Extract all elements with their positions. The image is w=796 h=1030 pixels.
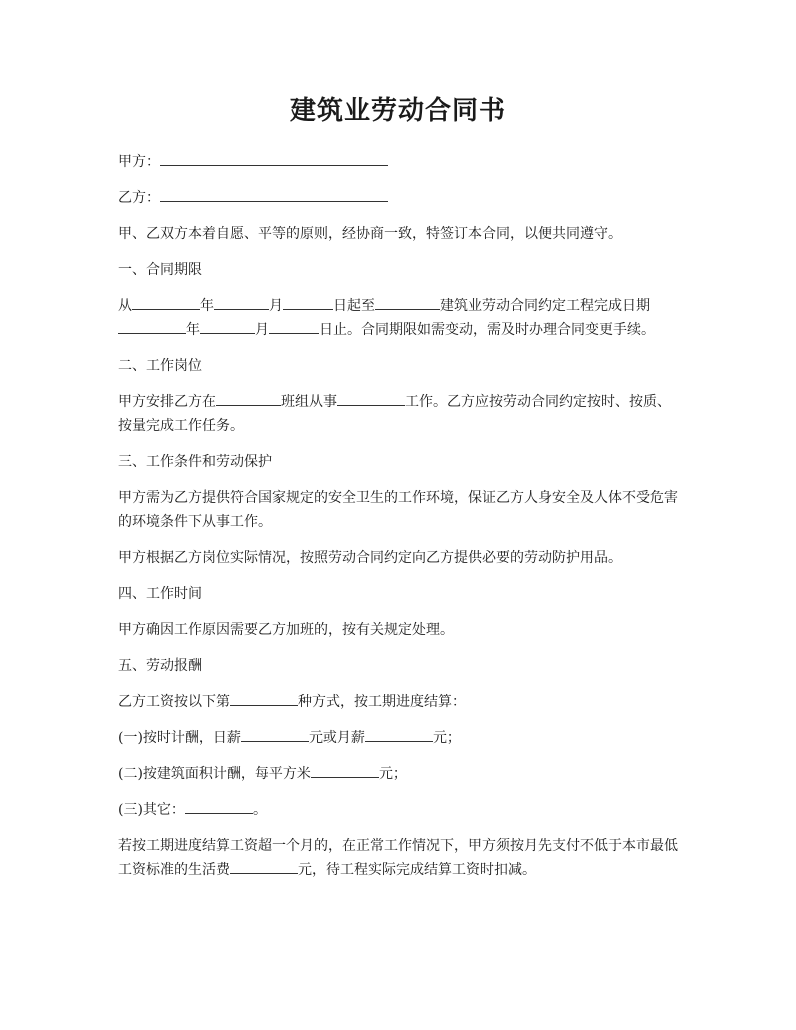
end-date-day-blank: [269, 319, 319, 334]
start-year-blank: [132, 295, 200, 310]
document-title: 建筑业劳动合同书: [289, 96, 506, 126]
other-method-blank: [185, 799, 253, 814]
section-5-intro: 乙方工资按以下第 种方式，按工期进度结算：: [118, 690, 683, 714]
start-day-blank: [283, 295, 333, 310]
party-b-blank: [160, 187, 388, 202]
party-a-blank: [160, 151, 388, 166]
section-5-heading: 五、劳动报酬: [118, 658, 202, 674]
area-rate-blank: [311, 763, 379, 778]
section-1-heading: 一、合同期限: [118, 262, 202, 278]
section-3-paragraph-1: 甲方需为乙方提供符合国家规定的安全卫生的工作环境，保证乙方人身安全及人体不受危害的环境条件下从事工作。: [118, 490, 678, 530]
party-a-line: 甲方：: [118, 150, 683, 174]
section-3-paragraph-2: 甲方根据乙方岗位实际情况，按照劳动合同约定向乙方提供必要的劳动防护用品。: [118, 550, 622, 566]
document-body: [118, 150, 683, 894]
start-month-blank: [214, 295, 269, 310]
section-4-heading: 四、工作时间: [118, 586, 202, 602]
monthly-wage-blank: [365, 727, 433, 742]
job-blank: [337, 391, 405, 406]
team-blank: [216, 391, 281, 406]
section-1-paragraph: 从 年 月 日起至 建筑业劳动合同约定工程完成日期年 月 日止。合同期限如需变动，需及时办理合同变更手续。: [118, 294, 683, 342]
end-year-blank: [375, 295, 440, 310]
pay-option-1: (一)按时计酬，日薪 元或月薪 元；: [118, 726, 683, 750]
section-2-paragraph: 甲方安排乙方在 班组从事 工作。乙方应按劳动合同约定按时、按质、按量完成工作任务。: [118, 390, 683, 438]
intro-paragraph: 甲、乙双方本着自愿、平等的原则，经协商一致，特签订本合同，以便共同遵守。: [118, 226, 622, 242]
section-4-paragraph: 甲方确因工作原因需要乙方加班的，按有关规定处理。: [118, 622, 454, 638]
end-date-month-blank: [200, 319, 255, 334]
section-2-heading: 二、工作岗位: [118, 358, 202, 374]
party-b-line: 乙方：: [118, 186, 683, 210]
pay-option-2: (二)按建筑面积计酬，每平方米 元；: [118, 762, 683, 786]
pay-option-3: (三)其它： 。: [118, 798, 683, 822]
section-5-last-paragraph: 若按工期进度结算工资超一个月的，在正常工作情况下，甲方须按月先支付不低于本市最低工资标准的生活费 元，待工程实际完成结算工资时扣减。: [118, 838, 678, 878]
daily-wage-blank: [241, 727, 309, 742]
end-date-year-blank: [118, 319, 186, 334]
pay-method-blank: [230, 691, 298, 706]
section-3-heading: 三、工作条件和劳动保护: [118, 454, 272, 470]
living-allowance-blank: [230, 859, 298, 874]
